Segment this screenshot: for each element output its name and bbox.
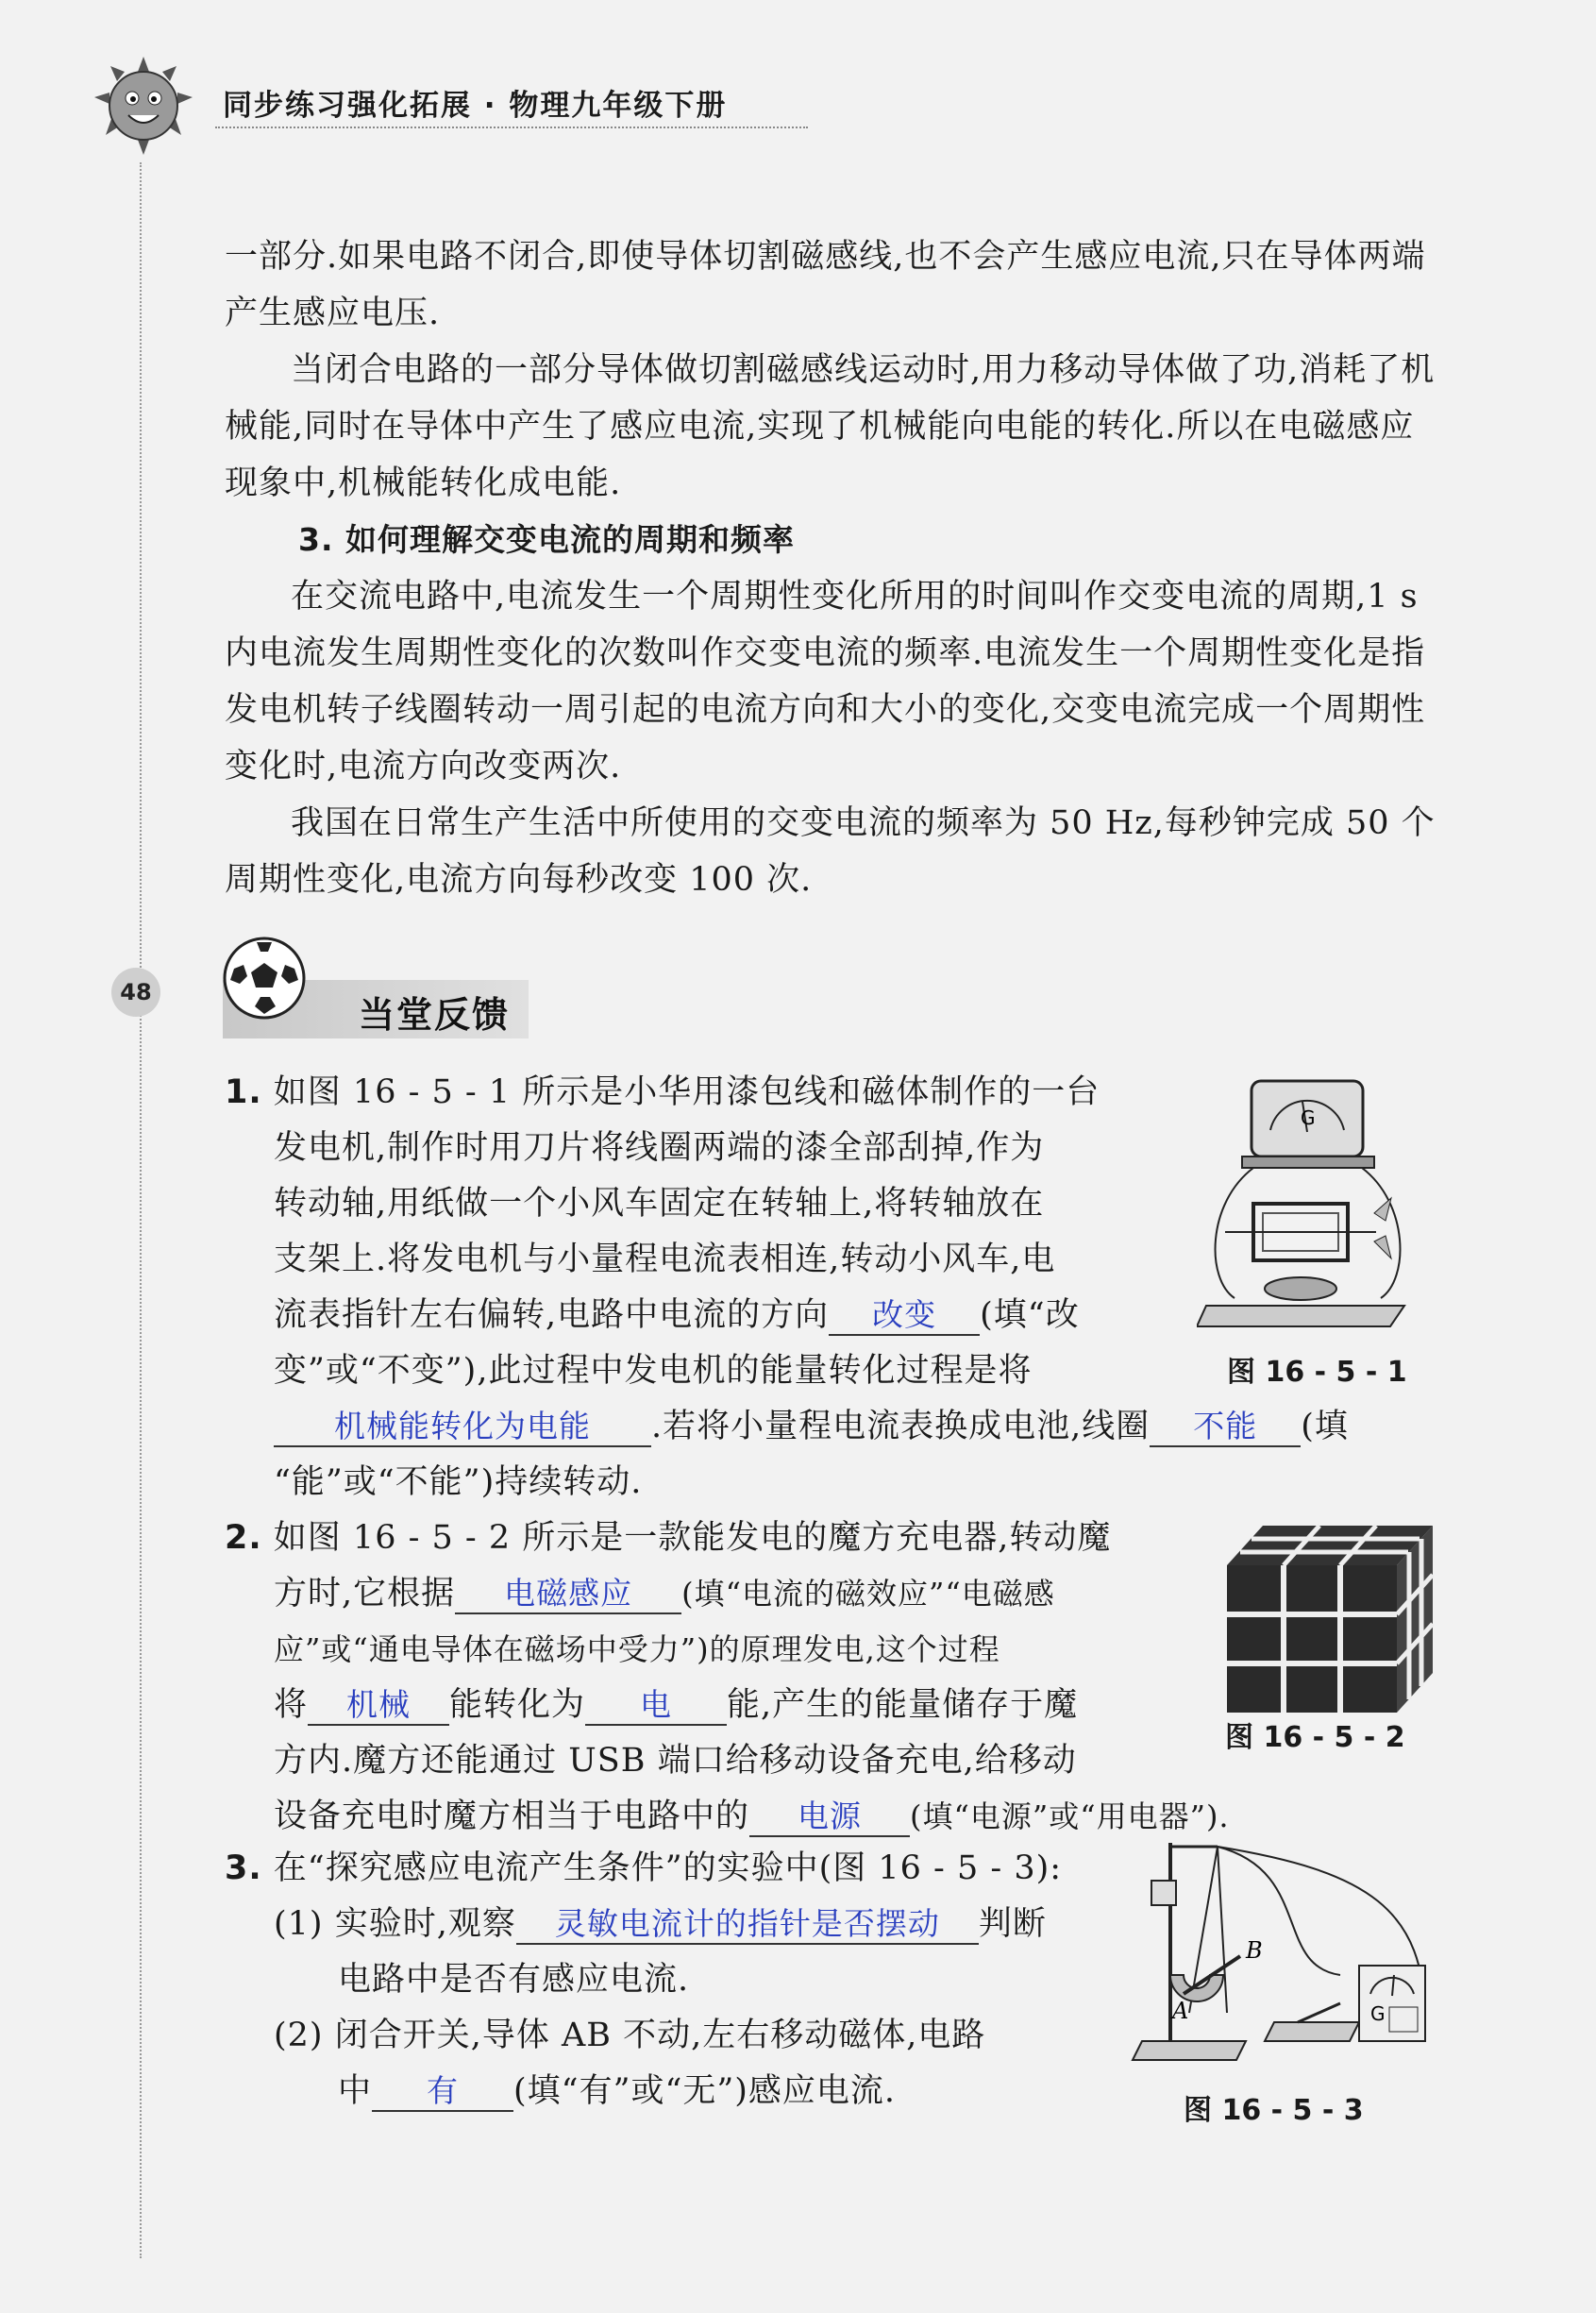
question-text: 能转化为 (449, 1686, 586, 1724)
question-2 (225, 1511, 1230, 1845)
question-text: 设备充电时魔方相当于电路中的 (274, 1798, 750, 1835)
question-text: (填“电源”或“用电器”). (910, 1798, 1230, 1834)
question-number: 3. (225, 1849, 262, 1887)
question-text: (填“改 (980, 1296, 1080, 1334)
label-a: A (1172, 1998, 1189, 2024)
question-text: 方内.魔方还能通过 USB 端口给移动设备充电,给移动 (274, 1742, 1077, 1780)
question-text: 变”或“不变”),此过程中发电机的能量转化过程是将 (274, 1352, 1033, 1390)
question-text: (填“有”或“无”)感应电流. (513, 2072, 897, 2110)
question-text: 电路中是否有感应电流. (338, 1961, 690, 1999)
intro-text (225, 228, 1442, 908)
question-text: 应”或“通电导体在磁场中受力”)的原理发电,这个过程 (274, 1631, 1000, 1667)
figure-caption: 图 16 - 5 - 1 (1227, 1356, 1407, 1389)
label-b: B (1246, 1937, 1263, 1964)
question-text: 能,产生的能量储存于魔 (727, 1686, 1079, 1724)
question-text: 中 (338, 2072, 373, 2110)
answer-blank[interactable]: 电 (585, 1686, 727, 1726)
question-text: (填“电流的磁效应”“电磁感 (681, 1576, 1055, 1612)
section-title: 当堂反馈 (359, 994, 511, 1036)
question-text: 在“探究感应电流产生条件”的实验中(图 16 - 5 - 3): (273, 1849, 1063, 1887)
question-text: 将 (274, 1686, 309, 1724)
question-text: 转动轴,用纸做一个小风车固定在转轴上,将转轴放在 (274, 1185, 1045, 1223)
question-text: (填 (1301, 1408, 1349, 1445)
answer-blank[interactable]: 有 (372, 2072, 513, 2112)
question-number: 1. (225, 1073, 262, 1111)
header-title: 同步练习强化拓展 · 物理九年级下册 (223, 89, 728, 123)
sun-mascot-icon (87, 55, 200, 159)
question-text: .若将小量程电流表换成电池,线圈 (651, 1408, 1151, 1445)
answer-blank[interactable]: 改变 (829, 1296, 980, 1336)
question-text: 方时,它根据 (274, 1575, 456, 1612)
question-text: 如图 16 - 5 - 1 所示是小华用漆包线和磁体制作的一台 (273, 1073, 1100, 1111)
answer-blank[interactable]: 机械能转化为电能 (274, 1408, 651, 1447)
question-text: “能”或“不能”)持续转动. (274, 1463, 643, 1501)
question-text: 判断 (978, 1905, 1047, 1943)
soccer-ball-icon (221, 935, 308, 1021)
question-text: (2) 闭合开关,导体 AB 不动,左右移动磁体,电路 (274, 2017, 986, 2054)
answer-blank[interactable]: 电源 (749, 1798, 910, 1837)
figure-caption: 图 16 - 5 - 3 (1184, 2094, 1364, 2127)
question-1 (225, 1065, 1349, 1511)
paragraph: 当闭合电路的一部分导体做切割磁感线运动时,用力移动导体做了功,消耗了机械能,同时在导体中产生了感应电流,实现了机械能向电能的转化.所以在电磁感应现象中,机械能转化成电能. (225, 351, 1436, 502)
answer-blank[interactable]: 电磁感应 (455, 1575, 681, 1614)
question-number: 2. (225, 1519, 262, 1557)
question-text: (1) 实验时,观察 (274, 1905, 516, 1943)
paragraph: 一部分.如果电路不闭合,即使导体切割磁感线,也不会产生感应电流,只在导体两端产生感应电压. (225, 238, 1426, 332)
figure-16-5-3 (1123, 1833, 1435, 2069)
question-text: 发电机,制作时用刀片将线圈两端的漆全部刮掉,作为 (274, 1129, 1045, 1167)
answer-blank[interactable]: 不能 (1150, 1408, 1301, 1447)
header-divider (215, 127, 808, 128)
question-text: 支架上.将发电机与小量程电流表相连,转动小风车,电 (274, 1241, 1056, 1278)
figure-16-5-2-cube (1225, 1522, 1435, 1715)
margin-dotted-line (140, 162, 142, 2258)
page-number: 48 (111, 968, 160, 1017)
question-text: 如图 16 - 5 - 2 所示是一款能发电的魔方充电器,转动魔 (273, 1519, 1112, 1557)
figure-caption: 图 16 - 5 - 2 (1225, 1721, 1405, 1754)
question-3 (225, 1841, 1168, 2119)
label-g: G (1370, 2002, 1386, 2025)
question-text: 流表指针左右偏转,电路中电流的方向 (274, 1296, 830, 1334)
figure-16-5-1 (1197, 1062, 1414, 1336)
paragraph: 我国在日常生产生活中所使用的交变电流的频率为 50 Hz,每秒钟完成 50 个周期性变化,电流方向每秒改变 100 次. (225, 804, 1436, 899)
fig1-galvanometer-label: G (1301, 1106, 1316, 1129)
subheading: 3. 如何理解交变电流的周期和频率 (298, 521, 795, 558)
answer-blank[interactable]: 灵敏电流计的指针是否摆动 (516, 1905, 979, 1945)
answer-blank[interactable]: 机械 (308, 1686, 449, 1726)
paragraph: 在交流电路中,电流发生一个周期性变化所用的时间叫作交变电流的周期,1 s 内电流发生周期性变化的次数叫作交变电流的频率.电流发生一个周期性变化是指发电机转子线圈转动一周引起的电流方向和大小的变化,交变电流完成一个周期性变化时,电流方向改变两次. (225, 578, 1426, 785)
